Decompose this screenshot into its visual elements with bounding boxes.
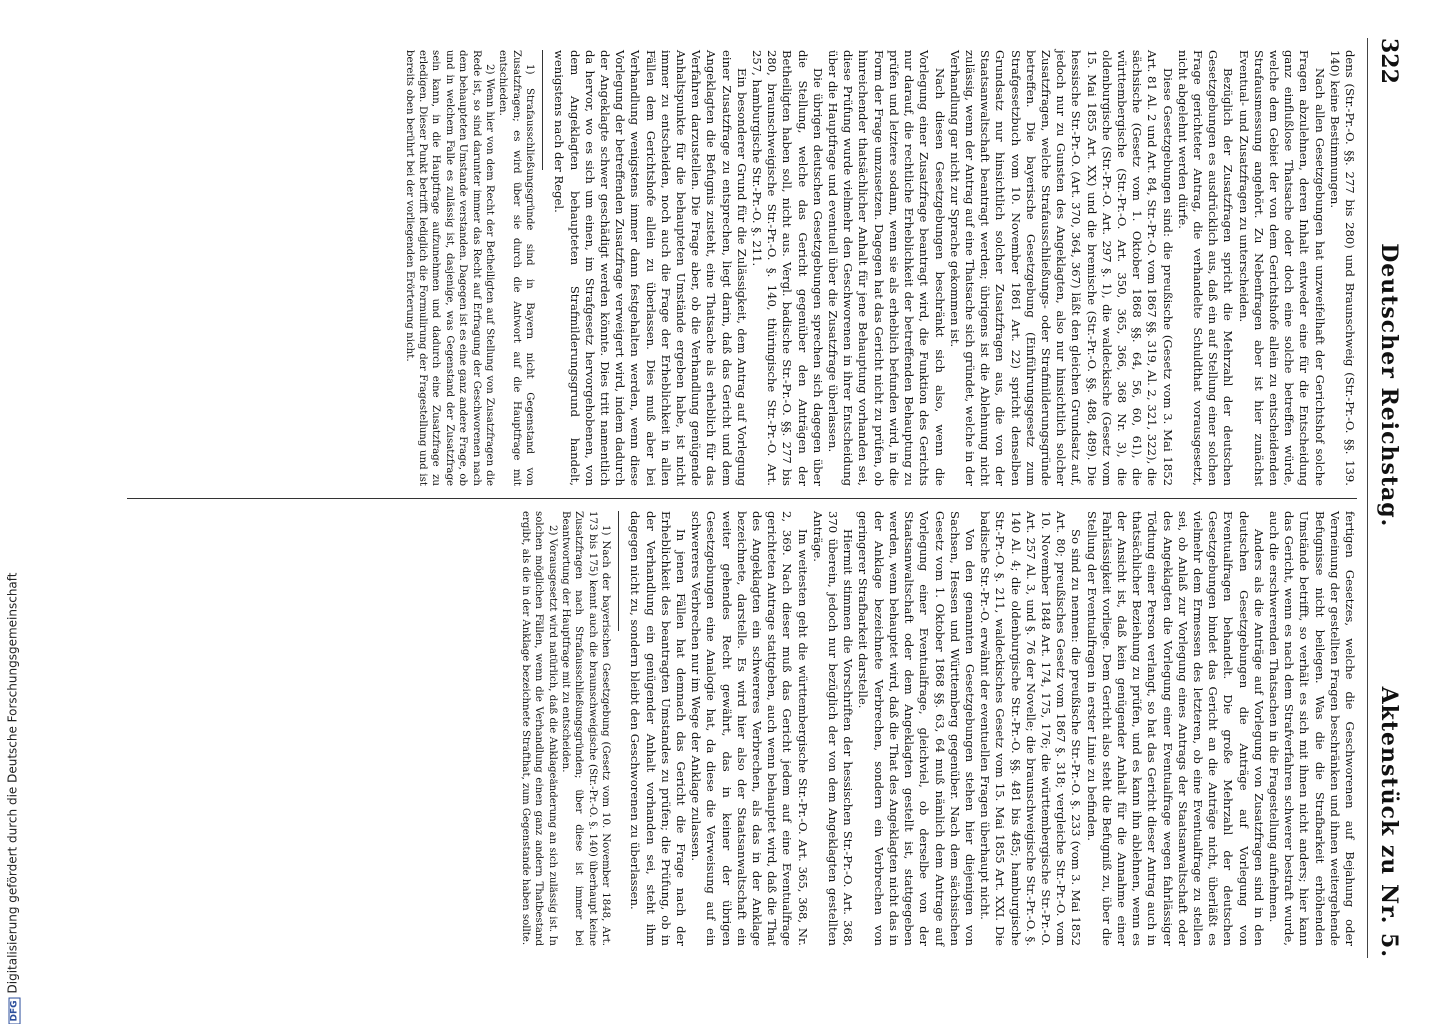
- footnote: 1) Nach der bayerischen Gesetzgebung (Gesetz vom 10. November 1848, Art. 173 bis 175) kennt auch die braunschweigische (Str.-Pr.-O. §. 140) überhaupt keine Zusatzfragen nach Strafausschließungsgründen; über diese ist immer bei Beantwortung der Hauptfrage mit zu entscheiden.: [560, 511, 612, 946]
- digitization-notice: Digitalisierung gefördert durch die Deutsche Forschungsgemeinschaft: [5, 571, 20, 993]
- right-column: [127, 498, 1357, 958]
- paragraph: Ein besonderer Grund für die Zulässigkeit, dem Antrag auf Vorlegung einer Zusatzfrage zu entsprechen, liegt darin, daß das Gericht und dem Angeklagten die Befugnis zusteht, eine Thatsache als erheblich für das Verfahren darzustellen. Die Frage aber, ob die Verhandlung genügende Anhaltspunkte für die behaupteten Umstände ergeben habe, ist nicht immer zu entscheiden, noch auch die Frage der Erheblichkeit in allen Fällen dem Gerichtshofe allein zu überlassen. Dies muß aber bei Verhandlung wenigstens immer dann festgehalten werden, wenn diese Vorlegung der betreffenden Zusatzfrage verweigert wird, indem dadurch der Angeklagte schwer geschädigt werden könnte. Dies tritt namentlich da hervor, wo es sich um einen, im Strafgesetz hervorgehobenen, von dem Angeklagten behaupteten Strafmilderungsgrund handelt, wenigstens nach der Regel.: [552, 50, 749, 486]
- paragraph: In jenen Fällen hat demnach das Gericht die Frage nach der Erheblichkeit des beantragten Umstandes zu prüfen; die Prüfung, ob in der Verhandlung ein genügender Anhalt vorhanden sei, steht ihm dagegen nicht zu, sondern bleibt den Geschworenen zu überlassen.: [628, 511, 689, 946]
- left-column: [127, 38, 1357, 498]
- paragraph: Bezüglich der Zusatzfragen spricht die Mehrzahl der deutschen Gesetzgebungen es ausdrücklich aus, daß ein auf Stellung einer solchen Frage gerichteter Antrag, die verhandelte Schuldthat vorausgesetzt, nicht abgelehnt werden dürfe.: [1175, 50, 1236, 486]
- paragraph: Hiermit stimmen die Vorschriften der hessischen Str.-Pr.-O. Art. 368, 370 überein, jedoch nur bezüglich der von dem Angeklagten gestellten Anträge.: [810, 511, 856, 946]
- digitization-stamp-text-wrap: [6, 572, 21, 1024]
- paragraph: Nach diesen Gesetzgebungen beschränkt sich also, wenn die Vorlegung einer Zusatzfrage beantragt wird, die Funktion des Gerichts nur darauf, die rechtliche Erheblichkeit der betreffenden Behauptung zu prüfen und letztere sodann, wenn sie als erheblich befunden wird, in die Form der Frage umzusetzen. Dagegen hat das Gericht nicht zu prüfen, ob hinreichender thatsächlicher Anhalt für jene Behauptung vorhanden sei, diese Prüfung wurde vielmehr den Geschworenen in ihrer Entscheidung über die Hauptfrage und eventuell über die Zusatzfrage überlassen.: [826, 50, 947, 486]
- footnote-separator: [542, 50, 543, 170]
- paragraph: Nach allen Gesetzgebungen hat unzweifelhaft der Gerichtshof solche Fragen abzulehnen, deren Inhalt entweder eine für die Entscheidung ganz einflußlose Thatsache oder doch eine solche betreffen würde, welche dem Gebiet der von dem Gerichtshofe allein zu entscheidenden Strafausmessung angehört. Zu Nebenfragen aber ist hier zunächst Eventual- und Zusatzfragen zu unterscheiden.: [1236, 50, 1327, 486]
- footnotes: [518, 511, 612, 946]
- paragraph: Im weitesten geht die württembergische Str.-Pr.-O. Art. 365, 368, Nr. 2, 369. Nach dieser muß das Gericht jedem auf eine Eventualfrage gerichteten Antrage stattgeben, auch wenn behauptet wird, daß die That des Angeklagten ein schwereres Verbrechen, als das in der Anklage bezeichnete, darstelle. Es wird hier also der Staatsanwaltschaft ein weiter gehendes Recht gewährt, das in keiner der übrigen Gesetzgebungen eine Analogie hat, da diese die Verweisung auf ein schwereres Verbrechen nur im Wege der Anklage zulassen.: [689, 511, 810, 946]
- paragraph: fertigen Gesetzes, welche die Geschworenen auf Bejahung oder Verneinung der gestellten Fragen beschränken und ihnen weitergehende Befugnisse nicht beilegen. Was die die Strafbarkeit erhöhenden Umstände betrifft, so verhält es sich mit ihnen nicht anders; hier kann das Gericht, wenn es nach dem Strafverfahren schwerer bestraft wurde, auch die erschwerenden Thatsachen in die Fragestellung aufnehmen.: [1266, 511, 1357, 946]
- footnote-separator: [618, 511, 619, 631]
- paragraph: Anders als die Anträge auf Vorlegung von Zusatzfragen sind in den deutschen Gesetzgebungen die Anträge auf Vorlegung von Eventualfragen behandelt. Die große Mehrzahl der deutschen Gesetzgebungen bindet das Gericht an die Anträge nicht, überläßt es vielmehr dem Ermessen des letzteren, ob eine Eventualfrage zu stellen sei, ob Anlaß zur Vorlegung eines Antrags der Staatsanwaltschaft oder des Angeklagten die Vorlegung einer Eventualfrage wegen fahrlässiger Tödtung einer Person verlangt, so hat das Gericht dieser Antrag auch in thatsächlicher Beziehung zu prüfen, und es kann ihn ablehnen, wenn es der Ansicht ist, daß kein genügender Anhalt für die Annahme einer Fahrlässigkeit vorliege. Dem Gericht also steht die Befugniß zu, über die Stellung der Eventualfragen in erster Linie zu befinden.: [1084, 511, 1266, 946]
- paragraph: dens (Str.-Pr.-O. §§. 277 bis 280) und Braunschweig (Str.-Pr.-O. §§. 139. 140) keine Bestimmungen.: [1327, 50, 1357, 486]
- dfg-logo-icon: DFG: [9, 997, 21, 1024]
- digitization-stamp: [2, 571, 24, 1022]
- page-header: [1367, 38, 1402, 958]
- paragraph: Von den genannten Gesetzgebungen stehen hier diejenigen von Sachsen, Hessen und Württemberg gegenüber. Nach dem sächsischen Gesetz vom 1. Oktober 1868 §§. 63, 64 muß nämlich dem Antrage auf Vorlegung einer Eventualfrage, gleichviel, ob derselbe von der Staatsanwaltschaft oder dem Angeklagten gestellt ist, stattgegeben werden, wenn behauptet wird, daß die That des Angeklagten nicht das in der Anklage bezeichnete Verbrechen, sondern ein Verbrechen von geringerer Strafbarkeit darstelle.: [856, 511, 977, 946]
- paragraph: Diese Gesetzgebungen sind: die preußische (Gesetz vom 3. Mai 1852 Art. 81 Al. 2 und Art. 84, Str.-Pr.-O. vom 1867 §§. 319, Al. 2, 321, 322), die sächsische (Gesetz vom 1. Oktober 1868 §§. 64, 56, 60, 61), die württembergische (Str.-Pr.-O. Art. 350, 365, 366, 368 Nr. 3), die oldenburgische (Str.-Pr.-O. Art. 297 §. 1), die waldeckische (Gesetz vom 15. Mai 1855 Art. XX) und die bremische (Str.-Pr.-O. §§. 488, 489). Die hessische Str.-Pr.-O. (Art. 370, 364, 367) läßt den gleichen Grundsatz auf, jedoch nur zu Gunsten des Angeklagten, also nur hinsichtlich solcher Zusatzfragen, welche Strafausschließungs- oder Strafmilderungsgründe betreffen. Die bayerische Gesetzgebung (Einführungsgesetz zum Strafgesetzbuch vom 10. November 1861 Art. 22) spricht denselben Grundsatz nur hinsichtlich solcher Zusatzfragen aus, die von der Staatsanwaltschaft beantragt werden; übrigens ist die Ablehnung nicht zulässig, wenn der Antrag auf eine Thatsache sich gründet, welche in der Verhandlung gar nicht zur Sprache gekommen ist.: [947, 50, 1175, 486]
- paragraph: Die übrigen deutschen Gesetzgebungen sprechen sich dagegen über die Stellung, welche das Gericht gegenüber den Anträgen der Betheiligten haben soll, nicht aus. Vergl. badische Str.-Pr.-O. §§. 277 bis 280, braunschweigische Str.-Pr.-O. §. 140, thüringische Str.-Pr.-O. Art. 257, hamburgische Str.-Pr.-O. §. 211.: [750, 50, 825, 486]
- footnotes: [402, 50, 536, 486]
- page-number: 322: [1376, 38, 1402, 84]
- paragraph: So sind zu nennen: die preußische Str.-Pr.-O. §. 233 (vom 3. Mai 1852 Art. 80; preußisches Gesetz vom 1867 §. 318; vergleiche Str.-Pr.-O. vom 10. November 1848 Art. 174, 175, 176; die württembergische Str.-Pr.-O. Art. 257 Al. 3, und §. 76 der Novelle; die braunschweigische Str.-Pr.-O. §. 140 Al. 4; die oldenburgische Str.-Pr.-O. §§. 481 bis 485; hamburgische Str.-Pr.-O. §. 211, waldeckisches Gesetz vom 15. Mai 1855 Art. XXI. Die badische Str.-Pr.-O. erwähnt der eventuellen Fragen überhaupt nicht.: [978, 511, 1084, 946]
- footnote: 2) Vorausgesetzt wird natürlich, daß die Anklageänderung an sich zulässig ist. In solchen möglichen Fällen, wenn die Verhandlung einen ganz andern Thatbestand ergibt, als die in der Anklage bezeichnete Strafthat, zum Gegenstande haben sollte.: [519, 511, 558, 946]
- running-title: Deutscher Reichstag.: [1376, 243, 1402, 528]
- scanned-page: [112, 18, 1402, 978]
- supplement-title: Aktenstück zu Nr. 5.: [1376, 686, 1402, 958]
- footnote: 1) Strafausschließungsgründe sind in Bayern nicht Gegenstand von Zusatzfragen; es wird über sie durch die Antwort auf die Hauptfrage mit entschieden.: [497, 50, 536, 486]
- footnote: 2) Wenn hier von dem Recht der Betheiligten auf Stellung von Zusatzfragen die Rede ist, so sind darunter immer das Recht auf Erfragung der Geschworenen nach dem behaupteten Umstande verstanden. Dagegen ist es eine ganz andere Frage, ob und in welchem Falle es zulässig ist, dasjenige, was Gegenstand der Zusatzfrage sein kann, in die Hauptfrage aufzunehmen und dadurch eine Zusatzfrage zu erledigen. Dieser Punkt betrifft lediglich die Formulirung der Fragestellung und ist bereits oben berührt bei der vorliegenden Erörterung nicht.: [403, 50, 496, 486]
- text-columns: [127, 38, 1357, 958]
